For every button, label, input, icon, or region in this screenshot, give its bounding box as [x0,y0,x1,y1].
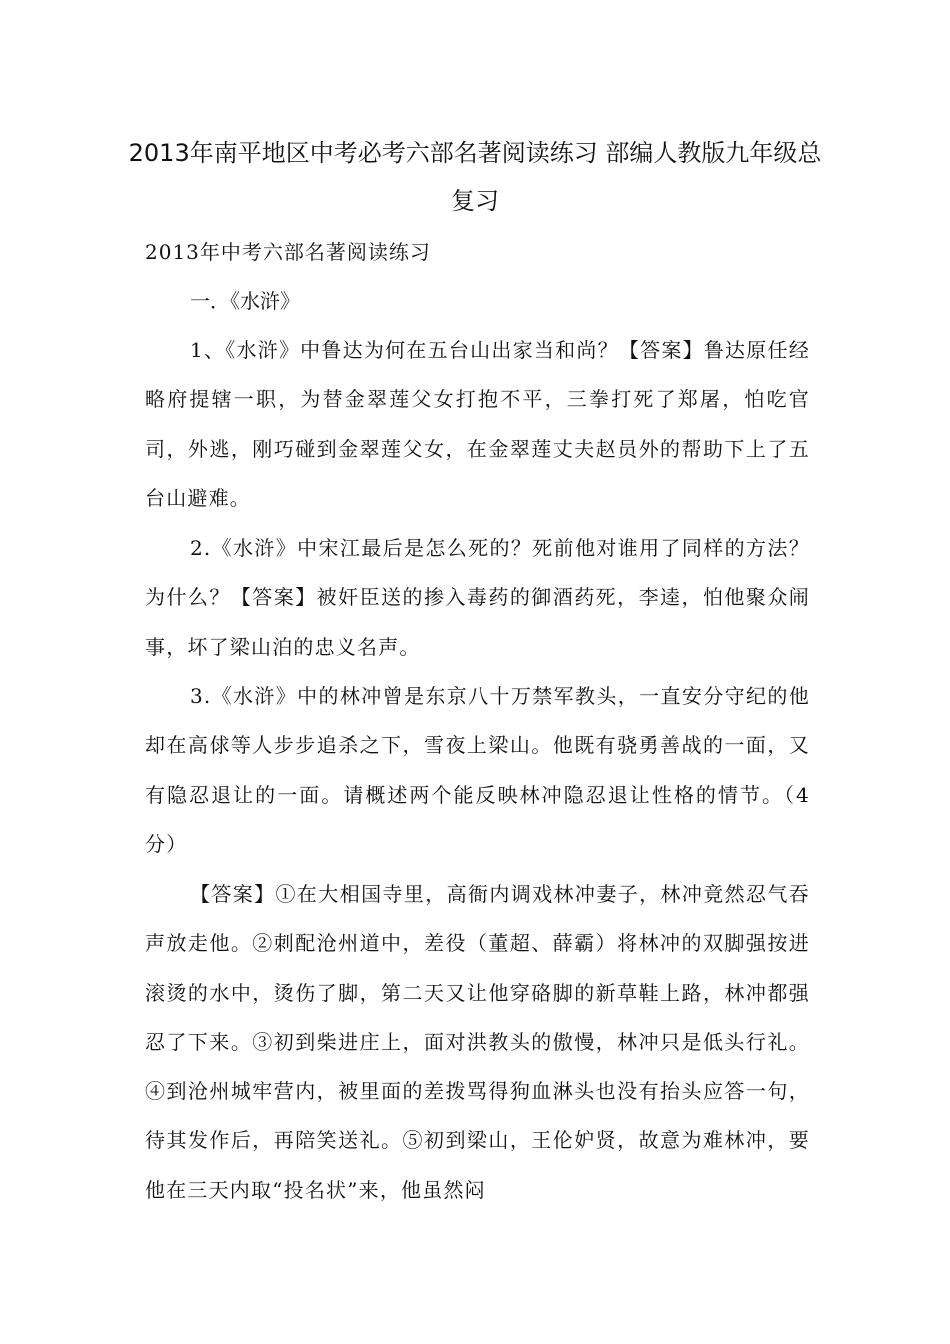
document-subtitle: 2013年中考六部名著阅读练习 [145,240,431,264]
section-heading-shuihu: 一．《水浒》 [190,289,300,313]
question-3-paragraph [145,672,810,869]
paragraph-text: 3.《水浒》中的林冲曾是东京八十万禁军教头，一直安分守纪的他却在高俅等人步步追杀之下，雪夜上梁山。他既有骁勇善战的一面，又有隐忍退让的一面。请概述两个能反映林冲隐忍退让性格的情节。（4分） [145,684,810,856]
question-2-paragraph [145,524,810,672]
answer-3-paragraph [145,870,810,1215]
paragraph-text: 2.《水浒》中宋江最后是怎么死的？死前他对谁用了同样的方法？为什么？【答案】被奸臣送的掺入毒药的御酒药死，李逵，怕他聚众闹事，坏了梁山泊的忠义名声。 [145,536,810,659]
document-title-line2: 复习 [451,187,499,215]
question-1-paragraph [145,326,810,523]
document-title-line1: 2013年南平地区中考必考六部名著阅读练习 部编人教版九年级总 [128,139,822,167]
paragraph-text: 1、《水浒》中鲁达为何在五台山出家当和尚？【答案】鲁达原任经略府提辖一职，为替金翠莲父女打抱不平，三拳打死了郑屠，怕吃官司，外逃，刚巧碰到金翠莲父女，在金翠莲丈夫赵员外的帮助下上了五台山避难。 [145,338,810,510]
paragraph-text: 【答案】①在大相国寺里，高衙内调戏林冲妻子，林冲竟然忍气吞声放走他。②刺配沧州道中，差役（董超、薛霸）将林冲的双脚强按进滚烫的水中，烫伤了脚，第二天又让他穿硌脚的新草鞋上路，林冲都强忍了下来。③初到柴进庄上，面对洪教头的傲慢，林冲只是低头行礼。④到沧州城牢营内，被里面的差拨骂得狗血淋头也没有抬头应答一句，待其发作后，再陪笑送礼。⑤初到梁山，王伦妒贤，故意为难林冲，要他在三天内取“投名状”来，他虽然闷 [145,882,810,1202]
